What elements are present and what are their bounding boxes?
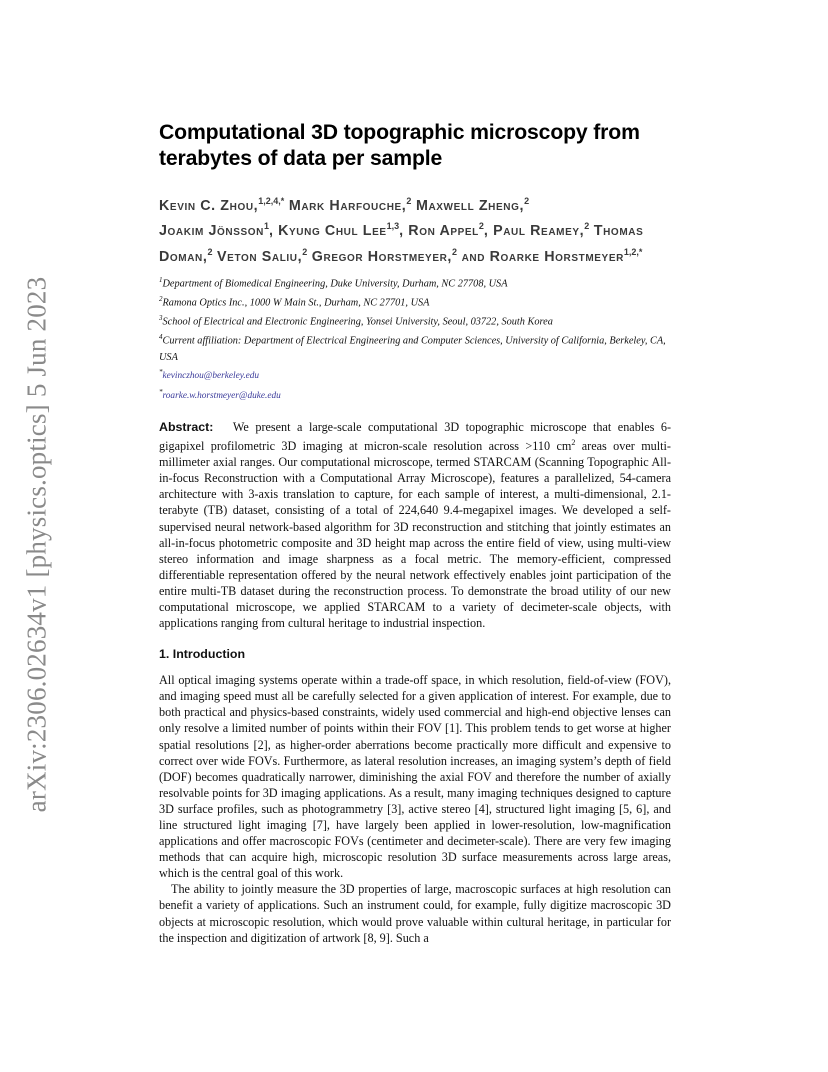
abstract-sup: 2 [571,437,576,447]
author-sup: 2 [452,246,458,257]
abstract [159,419,671,631]
email-sup: * [159,368,163,377]
author: Joakim Jönsson [159,223,264,240]
paper-page [159,120,671,946]
email-link[interactable]: roarke.w.horstmeyer@duke.edu [162,391,281,402]
author-list [159,191,671,267]
affiliation-sup: 4 [159,333,163,342]
abstract-text-cont: areas over multi-millimeter axial ranges. Our computational microscope, termed STARCAM (Scanning Topographic All-in-focus Reconstruction with a Computational Array Microscope), features a parallelized, 54-camera architecture with 3-axis translation to capture, for each sample of interest, a multi-dimensional, 2.1-terabyte (TB) dataset, consisting of a total of 224,640 9.4-megapixel images. We developed a self-supervised neural network-based algorithm for 3D reconstruction and stitching that jointly estimates an all-in-focus photometric composite and 3D height map across the entire field of view, using multi-view stereo information and image sharpness as a focal metric. The memory-efficient, compressed differentiable representation offered by the neural network effectively enables joint participation of the entire multi-TB dataset during the reconstruction process. To demonstrate the broad utility of our new computational microscope, we applied STARCAM to a variety of decimeter-scale objects, with applications ranging from cultural heritage to industrial inspection. [159,439,671,631]
author-sup: 2 [478,221,484,232]
email-row[interactable] [159,365,671,385]
author: , Ron Appel [399,223,479,240]
author: , Kyung Chul Lee [268,223,387,240]
author-sup: 2 [207,246,213,257]
paper-title: Computational 3D topographic microscopy from terabytes of data per sample [159,121,640,170]
affiliation-sup: 2 [159,295,163,304]
author-sup: 1 [263,221,269,232]
affiliation [159,292,671,311]
author: Veton Saliu, [217,248,303,265]
arxiv-identifier: arXiv:2306.02634v1 [physics.optics] 5 Jun 2023 [21,276,52,812]
author: , Paul Reamey, [483,223,585,240]
affiliation [159,273,671,292]
author: Kevin C. Zhou, [159,197,259,214]
affiliation-text: Current affiliation: Department of Electrical Engineering and Computer Sciences, University of California, Berkeley, CA, USA [159,335,666,363]
abstract-text: We present a large-scale computational 3D topographic microscope that enables 6-gigapixel profilometric 3D imaging at micron-scale resolution across >110 cm [159,419,671,454]
author-sup: 2 [302,246,308,257]
body-paragraph: The ability to jointly measure the 3D properties of large, macroscopic surfaces at high resolution can benefit a variety of applications. Such an instrument could, for example, fully digitize macroscopic 3D objects at microscopic resolution, which would prove valuable within cultural heritage, in particular for the inspection and digitization of artwork [8, 9]. Such a [159,882,671,945]
affiliation-sup: 3 [159,314,163,323]
author: and Roarke Horstmeyer [461,248,624,265]
arxiv-side-stamp [2,274,72,814]
affiliation-text: Ramona Optics Inc., 1000 W Main St., Durham, NC 27701, USA [162,297,430,309]
author: Thomas Doman, [159,223,644,265]
affiliation-list [159,273,671,405]
author: Maxwell Zheng, [415,197,525,214]
affiliation-text: School of Electrical and Electronic Engineering, Yonsei University, Seoul, 03722, South Korea [162,316,553,328]
affiliation [159,311,671,330]
email-sup: * [159,388,163,397]
author-sup: 1,2,4,* [258,196,285,206]
author-sup: 2 [584,221,590,232]
author-sup: 1,2,* [623,246,643,257]
email-link[interactable]: kevinczhou@berkeley.edu [162,371,260,382]
author: Mark Harfouche, [288,197,407,214]
author-sup: 2 [524,196,530,206]
author: Gregor Horstmeyer, [311,248,452,265]
author-sup: 2 [406,196,412,206]
author-sup: 1,3 [386,221,400,232]
affiliation-text: Department of Biomedical Engineering, Duke University, Durham, NC 27708, USA [162,278,508,290]
abstract-label: Abstract: [159,419,214,434]
email-row[interactable] [159,385,671,405]
section-heading: 1. Introduction [159,647,246,662]
affiliation [159,330,671,365]
affiliation-sup: 1 [159,276,163,285]
body-paragraph: All optical imaging systems operate within a trade-off space, in which resolution, field-of-view (FOV), and imaging speed must all be carefully selected for a given application of interest. For example, due to both practical and physics-based constraints, widely used commercial and high-end objective lenses can only resolve a limited number of points within their FOV [1]. This problem tends to get worse at higher spatial resolutions [2], as higher-order aberrations become practically more difficult and expensive to correct over wide FOVs. Furthermore, as lateral resolution increases, an imaging system’s depth of field (DOF) becomes quadratically narrower, diminishing the axial FOV and therefore the number of axially resolvable points for 3D imaging applications. As a result, many imaging techniques designed to capture 3D surface profiles, such as photogrammetry [3], active stereo [4], structured light imaging [5, 6], and line structured light imaging [7], have largely been applied in lower-resolution, low-magnification applications and offer macroscopic FOVs (centimeter and decimeter-scale). There are very few imaging methods that can acquire high, microscopic resolution 3D surface measurements across large areas, which is the central goal of this work. [159,673,671,881]
